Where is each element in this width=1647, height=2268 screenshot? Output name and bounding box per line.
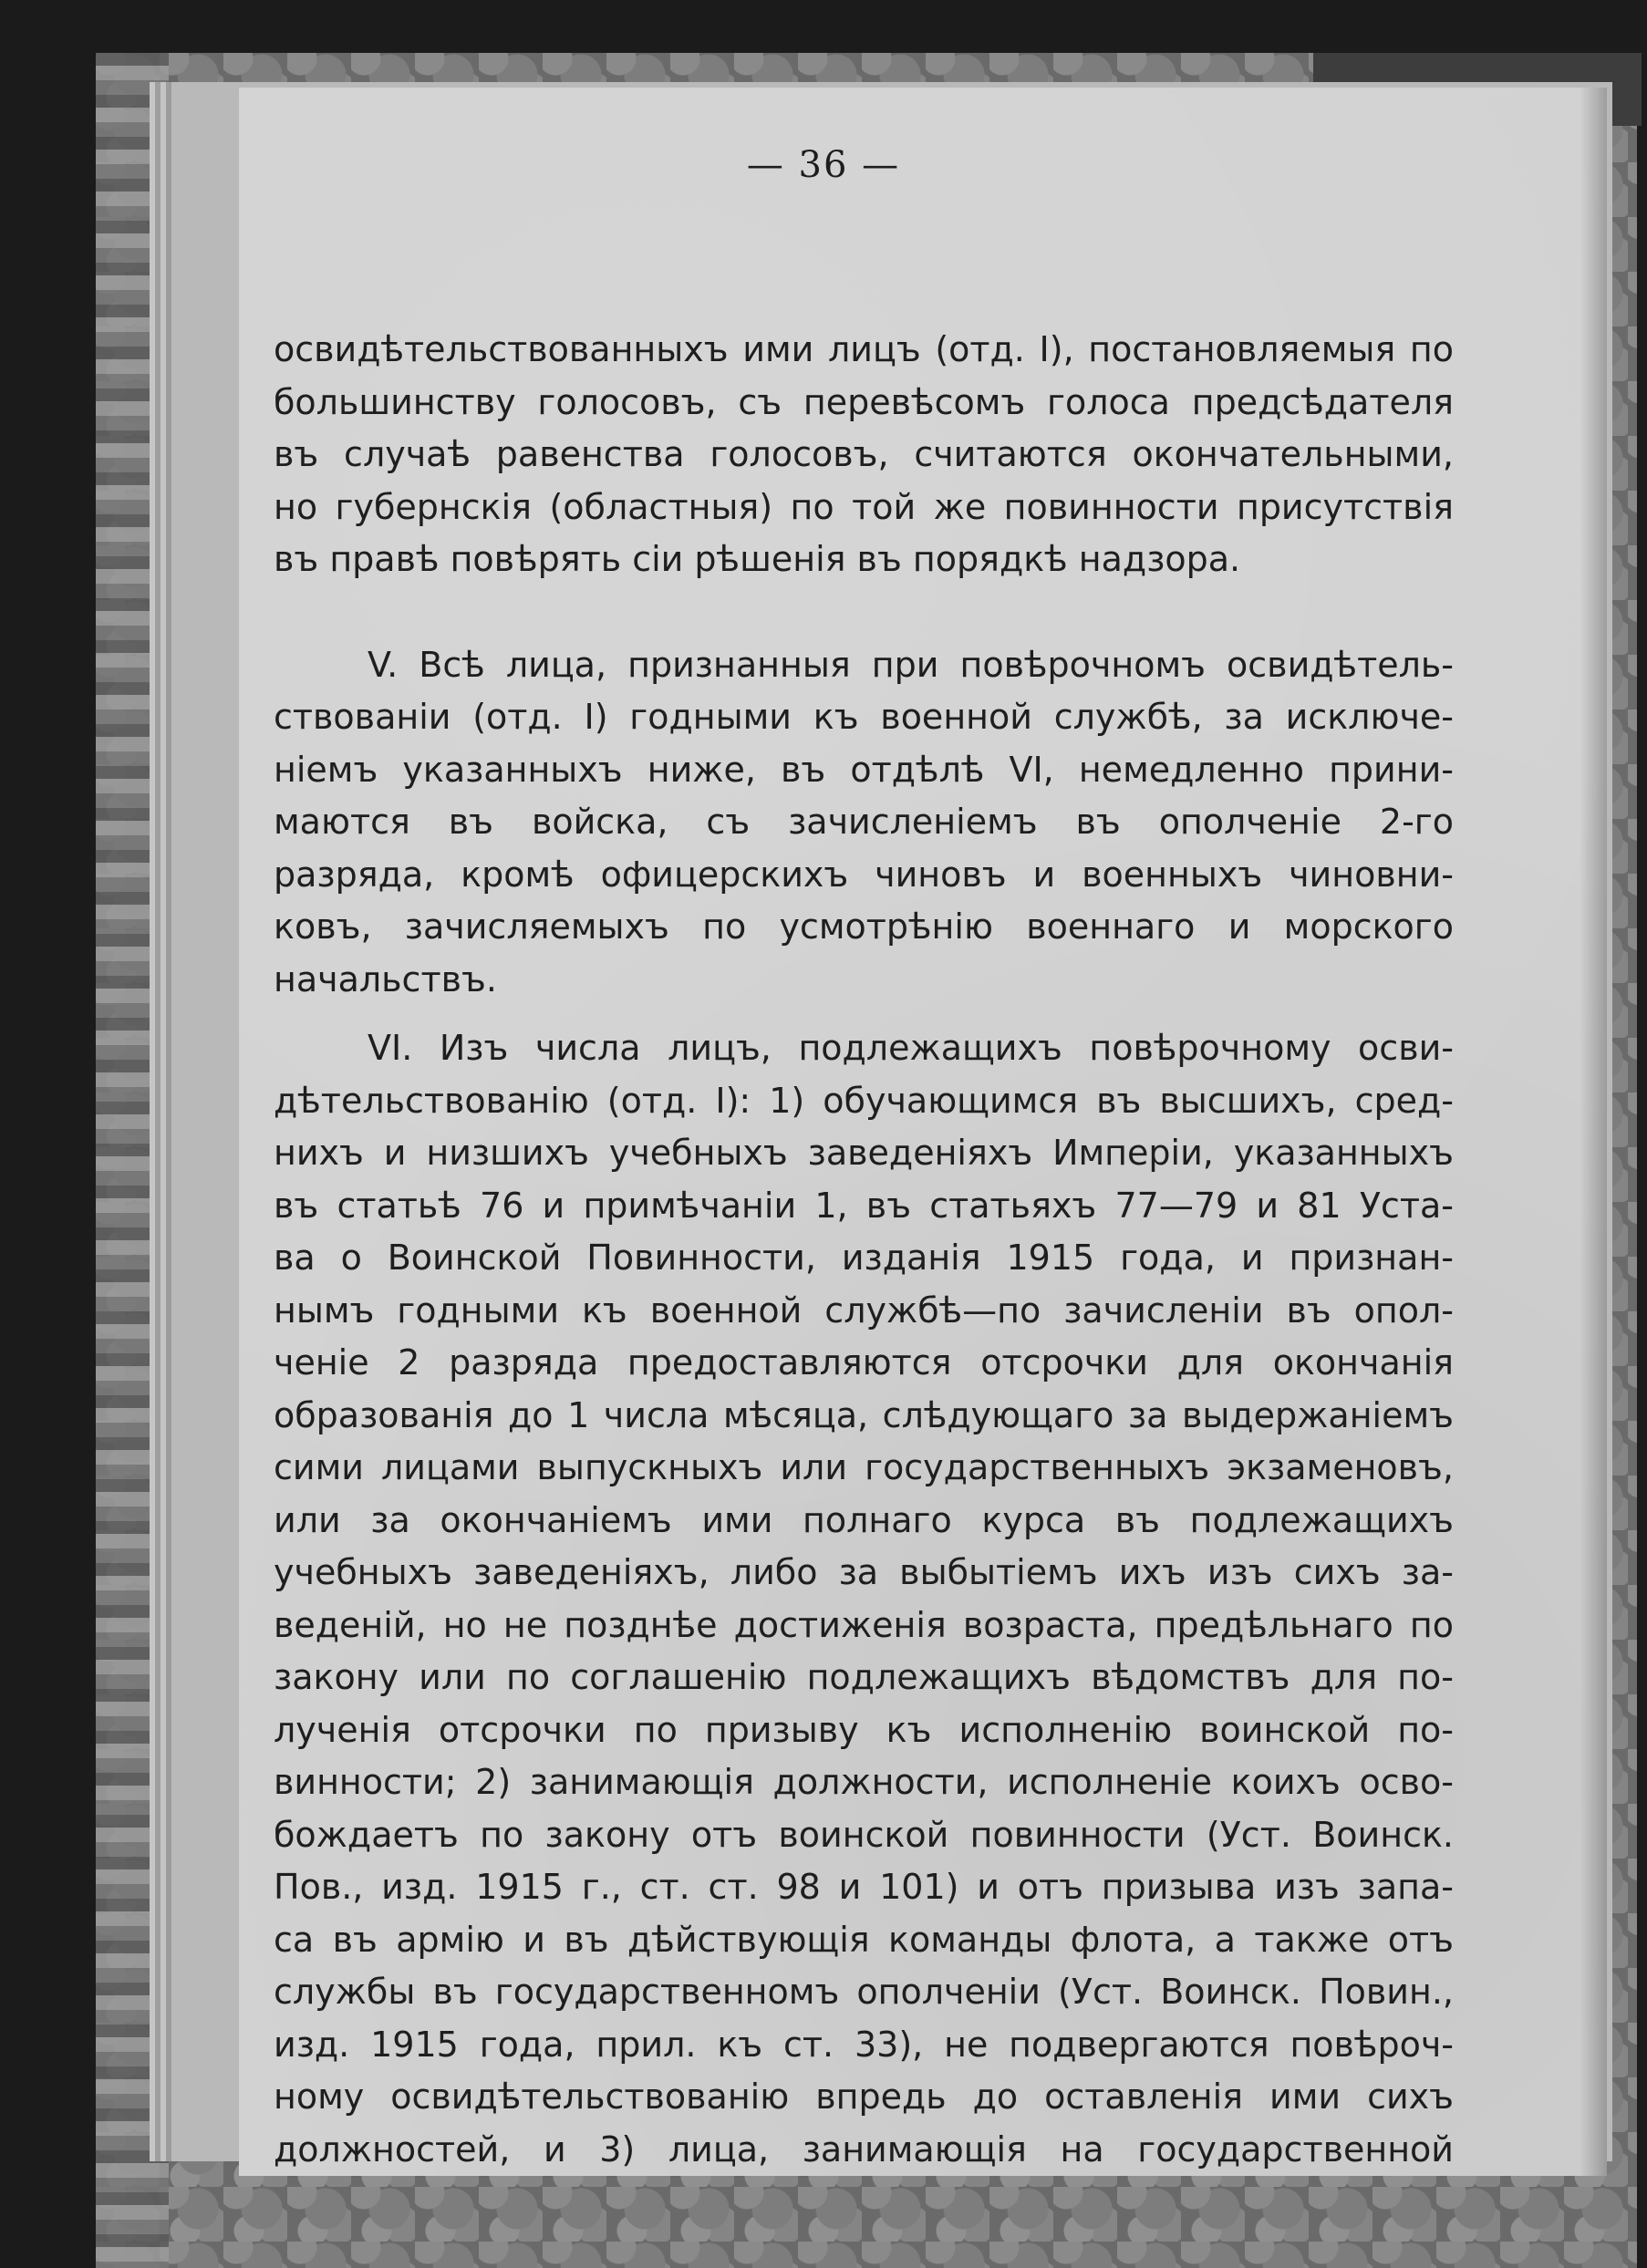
paragraph-gap (274, 1006, 1454, 1022)
page-number: — 36 — (746, 144, 901, 186)
text-line: изд. 1915 года, прил. къ ст. 33), не подвергаются повѣроч- (274, 2024, 1454, 2065)
text-line: службы въ государственномъ ополченіи (Уст. Воинск. Повин., (274, 1972, 1454, 2012)
text-line: бождаетъ по закону отъ воинской повинности (Уст. Воинск. (274, 1814, 1454, 1855)
text-line: учебныхъ заведеніяхъ, либо за выбытіемъ ихъ изъ сихъ за- (274, 1552, 1454, 1592)
page-gutter-shadow (1580, 88, 1607, 2176)
text-line: въ статьѣ 76 и примѣчаніи 1, въ статьяхъ 77—79 и 81 Уста- (274, 1185, 1454, 1226)
text-line: маются въ войска, съ зачисленіемъ въ ополченіе 2-го (274, 802, 1454, 842)
text-line: ніемъ указанныхъ ниже, въ отдѣлѣ VI, немедленно прини- (274, 749, 1454, 790)
text-line: ствованіи (отд. I) годными къ военной службѣ, за исключе- (274, 697, 1454, 737)
text-line: VI. Изъ числа лицъ, подлежащихъ повѣрочному осви- (368, 1028, 1454, 1068)
text-line: въ случаѣ равенства голосовъ, считаются окончательными, (274, 434, 1454, 474)
text-line: ченіе 2 разряда предоставляются отсрочки для окончанія (274, 1342, 1454, 1383)
text-line: большинству голосовъ, съ перевѣсомъ голоса предсѣдателя (274, 381, 1454, 422)
text-line: нымъ годными къ военной службѣ—по зачисленіи въ опол- (274, 1289, 1454, 1331)
text-line: ковъ, зачисляемыхъ по усмотрѣнію военнаго и морского (274, 906, 1454, 947)
text-line: начальствъ. (274, 958, 497, 999)
text-line: въ правѣ повѣрять сіи рѣшенія въ порядкѣ надзора. (274, 539, 1241, 579)
text-line: но губернскія (областныя) по той же повинности присутствія (274, 486, 1454, 527)
text-line: или за окончаніемъ ими полнаго курса въ подлежащихъ (274, 1499, 1454, 1540)
text-line: освидѣтельствованныхъ ими лицъ (отд. I), постановляемыя по (274, 329, 1454, 369)
text-line: образованія до 1 числа мѣсяца, слѣдующаго за выдержаніемъ (274, 1394, 1454, 1435)
text-line: V. Всѣ лица, признанныя при повѣрочномъ освидѣтель- (368, 644, 1454, 685)
text-line: са въ армію и въ дѣйствующія команды флота, а также отъ (274, 1919, 1454, 1960)
text-line: Пов., изд. 1915 г., ст. ст. 98 и 101) и отъ призыва изъ запа- (274, 1867, 1454, 1907)
text-line: должностей, и 3) лица, занимающія на государственной (274, 2128, 1454, 2170)
text-line: винности; 2) занимающія должности, исполненіе коихъ осво- (274, 1762, 1454, 1802)
text-line: нихъ и низшихъ учебныхъ заведеніяхъ Имперіи, указанныхъ (274, 1133, 1454, 1173)
text-line: сими лицами выпускныхъ или государственныхъ экзаменовъ, (274, 1447, 1454, 1487)
text-line: ва о Воинской Повинности, изданія 1915 года, и признан- (274, 1238, 1454, 1278)
text-line: лученія отсрочки по призыву къ исполненію воинской по- (274, 1709, 1454, 1750)
text-line: закону или по соглашенію подлежащихъ вѣдомствъ для по- (274, 1657, 1454, 1697)
text-line: разряда, кромѣ офицерскихъ чиновъ и военныхъ чиновни- (274, 854, 1454, 895)
body-text (274, 324, 1454, 2176)
text-line: дѣтельствованію (отд. I): 1) обучающимся въ высшихъ, сред- (274, 1080, 1454, 1121)
paragraph-gap (274, 586, 1454, 639)
text-line: ному освидѣтельствованію впредь до оставленія ими сихъ (274, 2076, 1454, 2117)
book-spine-edge (96, 53, 169, 2268)
text-line: веденій, но не позднѣе достиженія возраста, предѣльнаго по (274, 1604, 1454, 1645)
